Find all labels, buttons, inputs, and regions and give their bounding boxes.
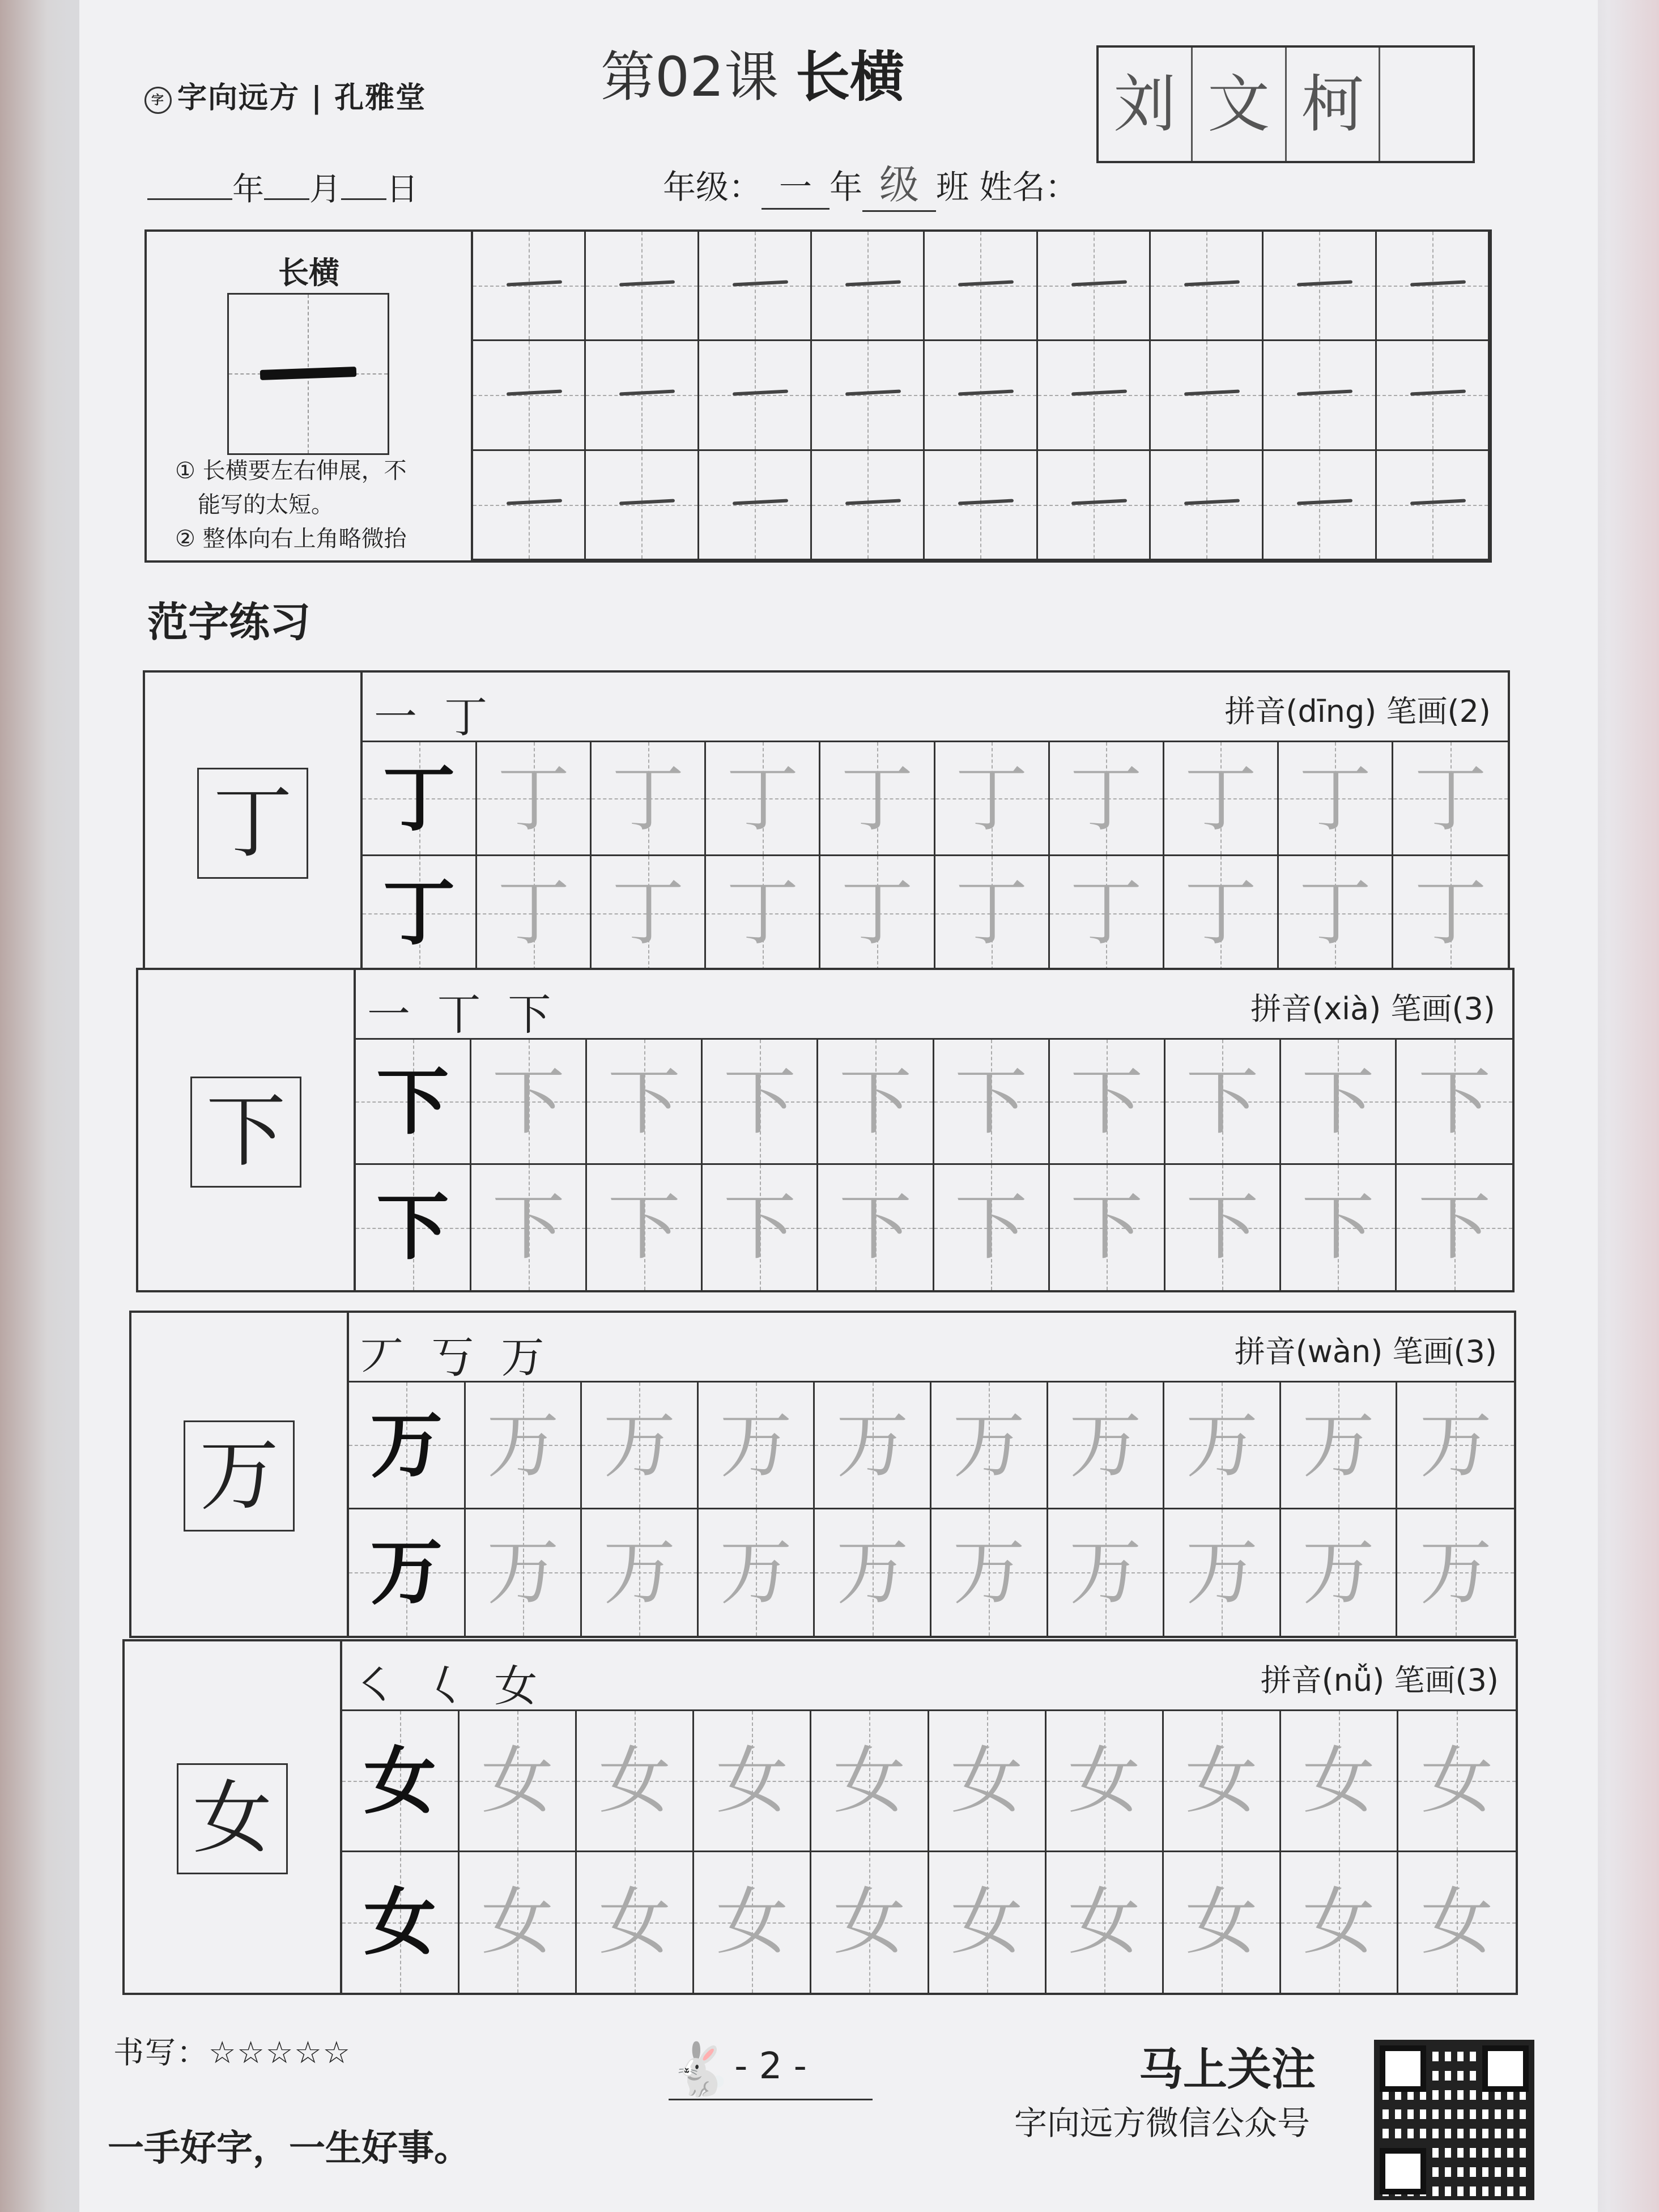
stroke-practice-cell[interactable] (473, 341, 586, 450)
model-char-cell (342, 1711, 460, 1852)
class-name-label: 班 姓名： (936, 168, 1078, 206)
character-glyph: 万 (603, 1403, 676, 1488)
character-glyph: 下 (955, 1185, 1028, 1270)
stroke-practice-cell[interactable] (473, 232, 586, 341)
model-character: 女 (177, 1763, 288, 1874)
character-glyph: 下 (607, 1185, 680, 1270)
character-glyph: 女 (598, 1739, 671, 1823)
horizontal-stroke-icon (845, 280, 901, 286)
practice-grid (349, 1382, 1514, 1636)
model-char-cell (363, 856, 477, 970)
character-glyph: 万 (1185, 1403, 1258, 1488)
model-character: 下 (190, 1077, 301, 1188)
practice-cell[interactable] (1281, 1040, 1397, 1165)
practice-cell[interactable] (460, 1711, 577, 1852)
practice-cell[interactable] (1048, 1382, 1165, 1509)
character-glyph: 女 (1420, 1739, 1494, 1823)
horizontal-stroke-icon (619, 499, 675, 505)
brand-logo (144, 74, 426, 116)
practice-cell[interactable] (1050, 856, 1164, 970)
practice-cell[interactable] (1165, 1040, 1281, 1165)
day-label: 日 (386, 171, 418, 208)
practice-cell[interactable] (1393, 742, 1508, 856)
stroke-count-label: 笔画(3) (1392, 1334, 1497, 1369)
practice-cell[interactable] (1281, 1382, 1398, 1509)
character-header (349, 1313, 1514, 1382)
stroke-practice-cell[interactable] (1151, 451, 1264, 560)
character-glyph: 丁 (497, 757, 570, 841)
background-left (0, 0, 68, 2212)
horizontal-stroke-icon (507, 389, 562, 395)
practice-cell[interactable] (929, 1711, 1047, 1852)
character-header (342, 1641, 1516, 1711)
year-label: 年 (232, 171, 264, 208)
stroke-tip-2: ② 整体向右上角略微抬 (175, 526, 407, 552)
practice-cell[interactable] (1047, 1852, 1164, 1993)
stroke-practice-cell[interactable] (1038, 232, 1151, 341)
stroke-practice-cell[interactable] (812, 451, 925, 560)
practice-cell[interactable] (1398, 1852, 1516, 1993)
practice-cell[interactable] (1164, 1382, 1281, 1509)
practice-cell[interactable] (694, 1711, 811, 1852)
practice-cell[interactable] (582, 1509, 699, 1636)
character-glyph: 下 (1301, 1060, 1375, 1145)
practice-cell[interactable] (577, 1711, 694, 1852)
character-glyph: 万 (952, 1403, 1026, 1488)
practice-cell[interactable] (706, 856, 820, 970)
practice-cell[interactable] (1050, 1165, 1165, 1290)
practice-cell[interactable] (582, 1382, 699, 1509)
character-glyph: 丁 (611, 871, 684, 955)
character-glyph: 丁 (1184, 757, 1257, 841)
practice-cell[interactable] (587, 1165, 703, 1290)
stroke-practice-cell[interactable] (812, 341, 925, 450)
character-glyph: 丁 (382, 756, 456, 841)
character-glyph: 丁 (955, 757, 1028, 841)
practice-cell[interactable] (934, 1040, 1050, 1165)
pinyin-label: 拼音(dīng) (1224, 694, 1377, 729)
month-blank (264, 198, 309, 200)
wechat-account-label: 字向远方微信公众号 (1014, 2104, 1311, 2142)
character-glyph: 万 (486, 1530, 559, 1615)
practice-cell[interactable] (1164, 856, 1279, 970)
model-character: 丁 (197, 768, 308, 879)
character-glyph: 丁 (1414, 871, 1487, 955)
character-glyph: 万 (836, 1403, 909, 1488)
practice-cell[interactable] (703, 1165, 818, 1290)
horizontal-stroke-icon (732, 280, 788, 286)
stroke-practice-cell[interactable] (1151, 232, 1264, 341)
stroke-heading: 长横 (278, 255, 339, 291)
character-glyph: 万 (1419, 1403, 1492, 1488)
page-title (601, 34, 904, 112)
practice-cell[interactable] (1397, 1382, 1514, 1509)
horizontal-stroke-icon (1184, 280, 1240, 286)
character-glyph: 丁 (1184, 871, 1257, 955)
character-glyph: 丁 (497, 871, 570, 955)
month-label: 月 (309, 171, 341, 208)
character-glyph: 万 (1185, 1530, 1258, 1615)
stroke-practice-cell[interactable] (1038, 451, 1151, 560)
character-glyph: 下 (607, 1060, 680, 1145)
practice-cell[interactable] (931, 1382, 1048, 1509)
stroke-practice-section (144, 229, 1492, 563)
practice-cell[interactable] (820, 742, 935, 856)
practice-cell[interactable] (706, 742, 820, 856)
character-glyph: 下 (492, 1185, 565, 1270)
stroke-practice-cell[interactable] (699, 341, 812, 450)
character-glyph: 女 (598, 1879, 671, 1964)
character-glyph: 丁 (382, 870, 456, 955)
stroke-order: 丆 丂 万 (360, 1332, 551, 1382)
practice-cell[interactable] (1281, 1711, 1398, 1852)
horizontal-stroke-icon (1410, 280, 1465, 286)
practice-cell[interactable] (1279, 742, 1393, 856)
practice-cell[interactable] (815, 1509, 931, 1636)
horizontal-stroke-icon (1184, 499, 1240, 505)
model-char-cell (363, 742, 477, 856)
stroke-practice-cell[interactable] (925, 451, 1037, 560)
practice-cell[interactable] (1048, 1509, 1165, 1636)
practice-cell[interactable] (577, 1852, 694, 1993)
horizontal-stroke-icon (1071, 280, 1126, 286)
stroke-practice-cell[interactable] (925, 232, 1037, 341)
character-glyph: 下 (1301, 1185, 1375, 1270)
practice-grid (356, 1040, 1512, 1290)
character-glyph: 丁 (726, 757, 799, 841)
character-header (363, 673, 1508, 742)
character-glyph: 女 (1302, 1879, 1375, 1964)
practice-cell[interactable] (935, 742, 1050, 856)
practice-cell[interactable] (592, 742, 706, 856)
practice-cell[interactable] (1281, 1852, 1398, 1993)
practice-cell[interactable] (811, 1852, 929, 1993)
character-glyph: 下 (492, 1060, 565, 1145)
character-glyph: 万 (370, 1529, 443, 1615)
character-glyph: 女 (833, 1879, 906, 1964)
stroke-practice-cell[interactable] (1264, 451, 1376, 560)
name-box (1096, 45, 1475, 163)
practice-area (356, 970, 1512, 1290)
horizontal-stroke-icon (958, 280, 1014, 286)
practice-cell[interactable] (929, 1852, 1047, 1993)
day-blank (341, 198, 386, 200)
stroke-practice-cell[interactable] (473, 451, 586, 560)
model-char-panel (125, 1641, 342, 1993)
grade-value: 一 (762, 160, 829, 210)
character-glyph: 丁 (1299, 757, 1372, 841)
stroke-practice-cell[interactable] (1377, 451, 1490, 560)
character-glyph: 下 (1070, 1060, 1143, 1145)
practice-cell[interactable] (477, 742, 592, 856)
practice-cell[interactable] (1397, 1509, 1514, 1636)
model-char-cell (356, 1165, 471, 1290)
stroke-count-label: 笔画(3) (1394, 1662, 1499, 1698)
character-glyph: 万 (1302, 1403, 1375, 1488)
practice-cell[interactable] (1164, 1852, 1281, 1993)
character-glyph: 女 (364, 1739, 437, 1824)
practice-cell[interactable] (1164, 1509, 1281, 1636)
stroke-count-label: 笔画(3) (1390, 991, 1495, 1027)
stroke-practice-cell[interactable] (1264, 232, 1376, 341)
character-glyph: 女 (950, 1739, 1023, 1823)
horizontal-stroke-icon (732, 499, 788, 505)
stroke-practice-cell[interactable] (925, 341, 1037, 450)
character-glyph: 万 (720, 1403, 793, 1488)
practice-cell[interactable] (699, 1509, 815, 1636)
stroke-demo-box (227, 293, 389, 455)
horizontal-stroke-icon (1071, 389, 1126, 395)
character-glyph: 下 (1186, 1060, 1259, 1145)
pinyin-strokes (1250, 985, 1495, 1028)
date-line (147, 164, 418, 210)
pinyin-label: 拼音(nǚ) (1260, 1662, 1385, 1698)
horizontal-stroke-icon (958, 499, 1014, 505)
practice-cell[interactable] (1164, 742, 1279, 856)
horizontal-stroke-icon (507, 499, 562, 505)
character-glyph: 万 (603, 1530, 676, 1615)
horizontal-stroke-icon (619, 389, 675, 395)
horizontal-stroke-icon (845, 389, 901, 395)
stroke-practice-cell[interactable] (699, 232, 812, 341)
practice-cell[interactable] (471, 1165, 587, 1290)
practice-cell[interactable] (1397, 1165, 1512, 1290)
name-char-4 (1380, 48, 1473, 161)
stroke-practice-cell[interactable] (586, 451, 699, 560)
practice-cell[interactable] (466, 1382, 582, 1509)
practice-cell[interactable] (1281, 1509, 1398, 1636)
model-char-cell (349, 1509, 466, 1636)
character-glyph: 万 (1302, 1530, 1375, 1615)
horizontal-stroke-icon (507, 280, 562, 286)
stroke-practice-cell[interactable] (1377, 232, 1490, 341)
character-glyph: 丁 (1414, 757, 1487, 841)
character-glyph: 女 (716, 1879, 789, 1964)
character-glyph: 丁 (840, 757, 913, 841)
stroke-practice-cell[interactable] (1377, 341, 1490, 450)
practice-cell[interactable] (1165, 1165, 1281, 1290)
character-header (356, 970, 1512, 1040)
character-glyph: 下 (376, 1185, 449, 1270)
character-glyph: 万 (486, 1403, 559, 1488)
practice-cell[interactable] (1050, 1040, 1165, 1165)
character-glyph: 丁 (1070, 757, 1143, 841)
model-char-panel (145, 673, 363, 970)
practice-cell[interactable] (815, 1382, 931, 1509)
stroke-tip-1: ① 长横要左右伸展，不 (175, 458, 407, 484)
character-glyph: 下 (723, 1060, 796, 1145)
stroke-practice-cell[interactable] (586, 232, 699, 341)
long-horizontal-stroke-icon (260, 367, 357, 380)
practice-cell[interactable] (477, 856, 592, 970)
model-char-cell (342, 1852, 460, 1993)
stroke-practice-cell[interactable] (812, 232, 925, 341)
character-glyph: 下 (955, 1060, 1028, 1145)
practice-area (349, 1313, 1514, 1636)
character-glyph: 女 (716, 1739, 789, 1823)
character-glyph: 女 (1185, 1739, 1258, 1823)
pinyin-strokes (1224, 687, 1491, 731)
grade-line (663, 153, 1078, 212)
name-char-2: 文 (1193, 48, 1287, 161)
horizontal-stroke-icon (1297, 280, 1352, 286)
character-glyph: 丁 (726, 871, 799, 955)
character-glyph: 女 (950, 1879, 1023, 1964)
character-glyph: 丁 (1070, 871, 1143, 955)
character-glyph: 下 (1418, 1060, 1491, 1145)
practice-cell[interactable] (471, 1040, 587, 1165)
stroke-practice-cell[interactable] (586, 341, 699, 450)
practice-cell[interactable] (703, 1040, 818, 1165)
class-handwritten: 级 (862, 153, 936, 212)
horizontal-stroke-icon (958, 389, 1014, 395)
character-glyph: 下 (1070, 1185, 1143, 1270)
stroke-practice-cell[interactable] (1264, 341, 1376, 450)
horizontal-stroke-icon (732, 389, 788, 395)
practice-cell[interactable] (1397, 1040, 1512, 1165)
practice-grid (342, 1711, 1516, 1993)
character-glyph: 万 (370, 1403, 443, 1488)
motto: 一手好字，一生好事。 (108, 2128, 470, 2170)
lesson-number: 第02课 (601, 45, 779, 109)
practice-cell[interactable] (818, 1165, 934, 1290)
character-glyph: 万 (720, 1530, 793, 1615)
practice-cell[interactable] (460, 1852, 577, 1993)
character-glyph: 女 (1302, 1739, 1375, 1823)
pinyin-strokes (1261, 1656, 1499, 1700)
qr-code-icon[interactable] (1374, 2040, 1534, 2200)
stroke-count-label: 笔画(2) (1386, 694, 1491, 729)
character-glyph: 万 (1069, 1403, 1142, 1488)
practice-cell[interactable] (699, 1382, 815, 1509)
practice-cell[interactable] (818, 1040, 934, 1165)
stroke-practice-grid (473, 232, 1490, 560)
horizontal-stroke-icon (1297, 389, 1352, 395)
stroke-practice-cell[interactable] (699, 451, 812, 560)
practice-cell[interactable] (1279, 856, 1393, 970)
practice-cell[interactable] (820, 856, 935, 970)
practice-cell[interactable] (934, 1165, 1050, 1290)
character-glyph: 下 (839, 1185, 912, 1270)
character-glyph: 万 (1419, 1530, 1492, 1615)
character-glyph: 女 (481, 1879, 554, 1964)
model-character: 万 (184, 1420, 295, 1532)
character-glyph: 下 (723, 1185, 796, 1270)
pinyin-label: 拼音(wàn) (1234, 1334, 1383, 1369)
practice-cell[interactable] (592, 856, 706, 970)
practice-cell[interactable] (694, 1852, 811, 1993)
practice-area (342, 1641, 1516, 1993)
horizontal-stroke-icon (1410, 389, 1465, 395)
horizontal-stroke-icon (1184, 389, 1240, 395)
character-practice-block (122, 1639, 1518, 1995)
character-practice-block (136, 968, 1515, 1292)
stroke-info-panel (147, 232, 473, 560)
character-glyph: 下 (376, 1060, 449, 1145)
practice-cell[interactable] (587, 1040, 703, 1165)
stroke-tip-1b: 能写的太短。 (198, 492, 334, 518)
section-title: 范字练习 (147, 598, 311, 646)
pinyin-label: 拼音(xià) (1250, 991, 1381, 1027)
character-practice-block (143, 670, 1510, 972)
practice-cell[interactable] (1164, 1711, 1281, 1852)
character-glyph: 女 (833, 1739, 906, 1823)
practice-cell[interactable] (1281, 1165, 1397, 1290)
character-glyph: 下 (839, 1060, 912, 1145)
character-glyph: 女 (364, 1879, 437, 1965)
grade-label: 年级： (663, 168, 762, 206)
rabbit-icon: 🐇 (669, 2040, 733, 2099)
character-glyph: 丁 (611, 757, 684, 841)
practice-cell[interactable] (935, 856, 1050, 970)
character-practice-block (129, 1311, 1516, 1638)
character-glyph: 女 (481, 1739, 554, 1823)
stroke-order: 一 丅 下 (367, 989, 558, 1040)
stroke-practice-cell[interactable] (1151, 341, 1264, 450)
character-glyph: 丁 (1299, 871, 1372, 955)
name-char-1: 刘 (1099, 48, 1193, 161)
horizontal-stroke-icon (619, 280, 675, 286)
lesson-stroke-name: 长横 (796, 45, 905, 109)
character-glyph: 万 (1069, 1530, 1142, 1615)
writing-rating: 书写：☆☆☆☆☆ (113, 2035, 352, 2070)
character-glyph: 万 (836, 1530, 909, 1615)
practice-cell[interactable] (1047, 1711, 1164, 1852)
follow-label: 马上关注 (1139, 2044, 1316, 2095)
stroke-practice-cell[interactable] (1038, 341, 1151, 450)
name-char-3: 柯 (1287, 48, 1381, 161)
practice-cell[interactable] (1393, 856, 1508, 970)
logo-text: 字向远方 | 孔雅堂 (177, 80, 427, 115)
character-glyph: 丁 (955, 871, 1028, 955)
year-blank (147, 198, 232, 200)
practice-area (363, 673, 1508, 970)
character-glyph: 女 (1185, 1879, 1258, 1964)
horizontal-stroke-icon (1410, 499, 1465, 505)
practice-cell[interactable] (811, 1711, 929, 1852)
page-number: - 2 - (669, 2045, 873, 2100)
stroke-order: ㇛ 𡿨 女 (354, 1661, 545, 1711)
character-glyph: 女 (1420, 1879, 1494, 1964)
character-glyph: 女 (1067, 1879, 1141, 1964)
logo-mark-icon: 字 (144, 87, 172, 114)
model-char-cell (349, 1382, 466, 1509)
model-char-cell (356, 1040, 471, 1165)
character-glyph: 丁 (840, 871, 913, 955)
practice-cell[interactable] (1050, 742, 1164, 856)
horizontal-stroke-icon (1297, 499, 1352, 505)
horizontal-stroke-icon (1071, 499, 1126, 505)
pinyin-strokes (1235, 1328, 1497, 1371)
character-glyph: 下 (1186, 1185, 1259, 1270)
horizontal-stroke-icon (845, 499, 901, 505)
practice-cell[interactable] (1398, 1711, 1516, 1852)
practice-cell[interactable] (931, 1509, 1048, 1636)
model-char-panel (138, 970, 356, 1290)
character-glyph: 下 (1418, 1185, 1491, 1270)
practice-cell[interactable] (466, 1509, 582, 1636)
character-glyph: 万 (952, 1530, 1026, 1615)
stroke-order: 一 丁 (374, 692, 495, 742)
practice-grid (363, 742, 1508, 970)
grade-unit: 年 (829, 168, 863, 206)
character-glyph: 女 (1067, 1739, 1141, 1823)
model-char-panel (131, 1313, 349, 1636)
